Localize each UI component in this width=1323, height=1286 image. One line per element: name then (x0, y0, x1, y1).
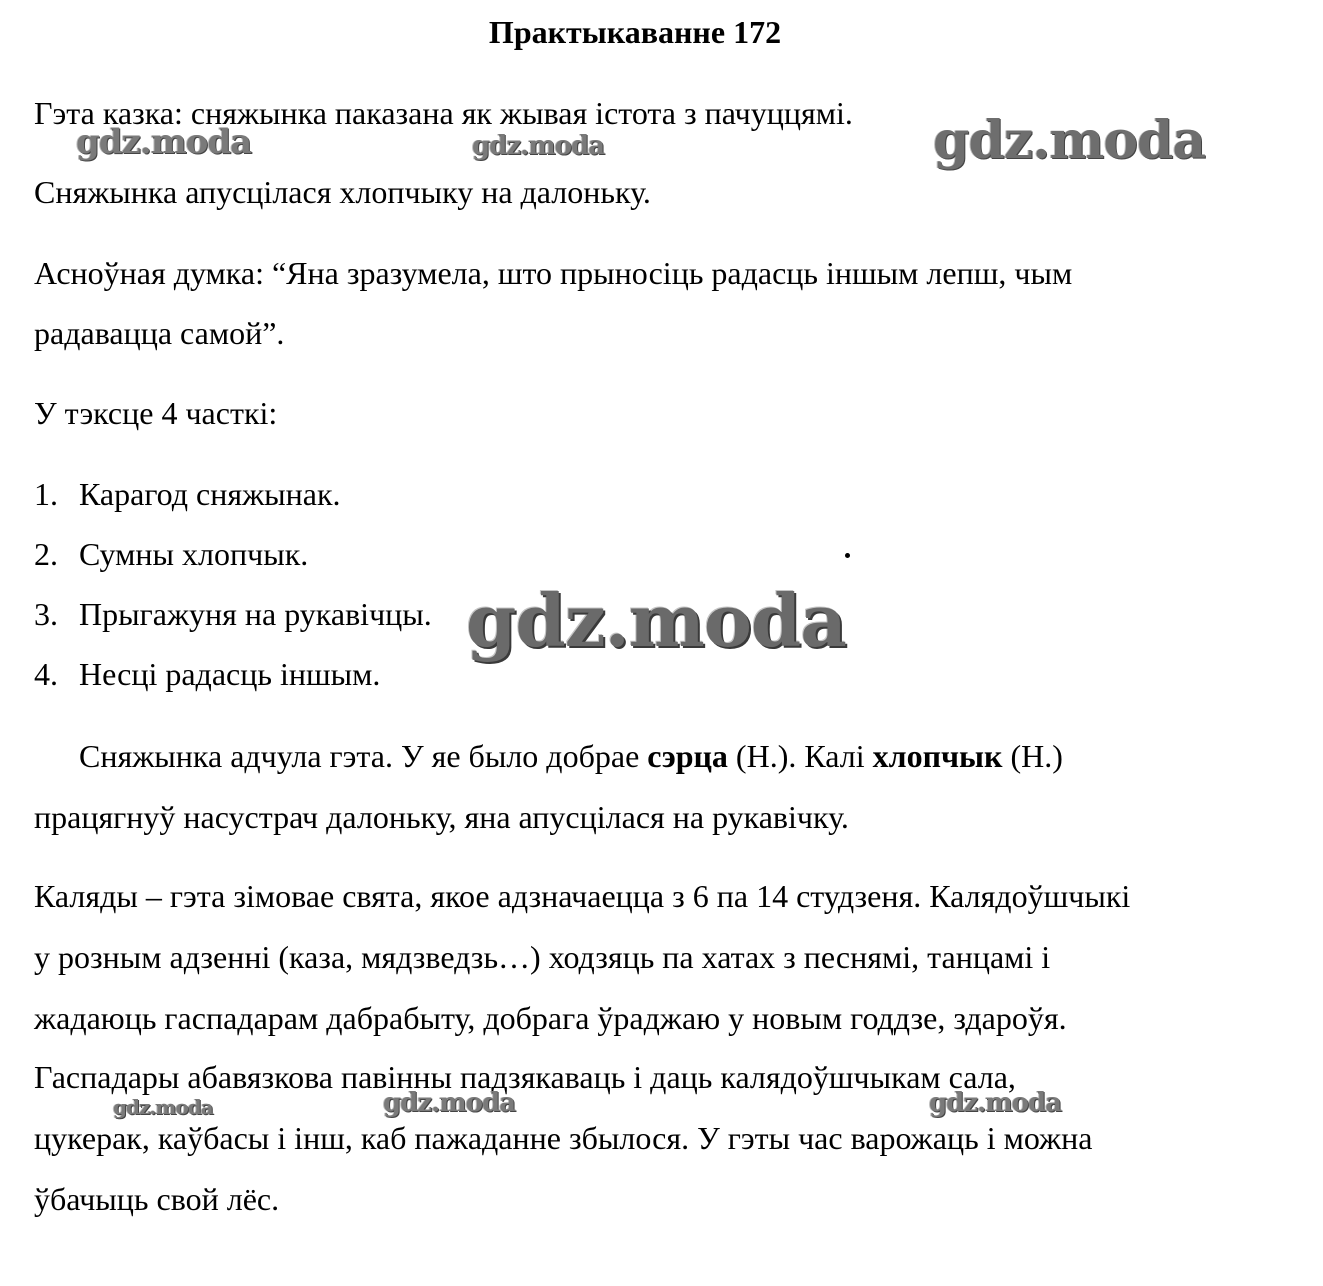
list-item-number: 1. (34, 476, 58, 512)
list-item (34, 474, 341, 514)
page-title: Практыкаванне 172 (488, 14, 782, 50)
kalyady-line: цукерак, каўбасы і інш, каб пажаданне збылося. У гэты час варожаць і можна (34, 1120, 1093, 1156)
list-item-text: Сумны хлопчык. (79, 536, 309, 572)
watermark-logo: gdz.moda (929, 1088, 1062, 1118)
watermark-logo: gdz.moda (933, 110, 1206, 171)
kalyady-line: жадаюць гаспадарам дабрабыту, добрага ўраджаю у новым годдзе, здароўя. (34, 1000, 1067, 1036)
analysis-text: (Н.) (1002, 738, 1063, 774)
bold-word-boy: хлопчык (872, 738, 1003, 774)
kalyady-line: ўбачыць свой лёс. (34, 1181, 280, 1217)
list-item (34, 534, 308, 574)
analysis-line-1 (79, 736, 1063, 776)
watermark-logo: gdz.moda (472, 131, 605, 161)
watermark-logo: gdz.moda (76, 122, 252, 162)
stray-dot (845, 553, 850, 558)
list-item (34, 654, 380, 694)
list-item-text: Карагод сняжынак. (79, 476, 341, 512)
list-item-text: Прыгажуня на рукавічцы. (79, 596, 432, 632)
watermark-logo: gdz.moda (383, 1088, 516, 1118)
parts-heading: У тэксце 4 часткі: (34, 395, 278, 431)
analysis-text: Сняжынка адчула гэта. У яе было добрае (79, 738, 648, 774)
kalyady-line: Гаспадары абавязкова павінны падзякаваць і даць калядоўшчыкам сала, (34, 1059, 1016, 1095)
main-idea-line-2: радавацца самой”. (34, 315, 285, 351)
analysis-line-2: працягнуў насустрач далоньку, яна апусцілася на рукавічку. (34, 799, 849, 835)
watermark-logo: gdz.moda (466, 578, 846, 663)
list-item-number: 4. (34, 656, 58, 692)
list-item (34, 594, 432, 634)
list-item-number: 3. (34, 596, 58, 632)
genre-statement: Гэта казка: сняжынка паказана як жывая істота з пачуццямі. (34, 95, 853, 131)
list-item-number: 2. (34, 536, 58, 572)
analysis-text: (Н.). Калі (727, 738, 873, 774)
list-item-text: Несці радасць іншым. (79, 656, 381, 692)
snowflake-sentence: Сняжынка апусцілася хлопчыку на далоньку. (34, 174, 651, 210)
watermark-logo: gdz.moda (113, 1095, 213, 1119)
bold-word-heart: сэрца (647, 738, 728, 774)
kalyady-line: Каляды – гэта зімовае свята, якое адзначаецца з 6 па 14 студзеня. Калядоўшчыкі (34, 878, 1131, 914)
main-idea-line-1: Асноўная думка: “Яна зразумела, што прыносіць радасць іншым лепш, чым (34, 255, 1073, 291)
kalyady-line: у розным адзенні (каза, мядзведзь…) ходзяць па хатах з песнямі, танцамі і (34, 939, 1051, 975)
